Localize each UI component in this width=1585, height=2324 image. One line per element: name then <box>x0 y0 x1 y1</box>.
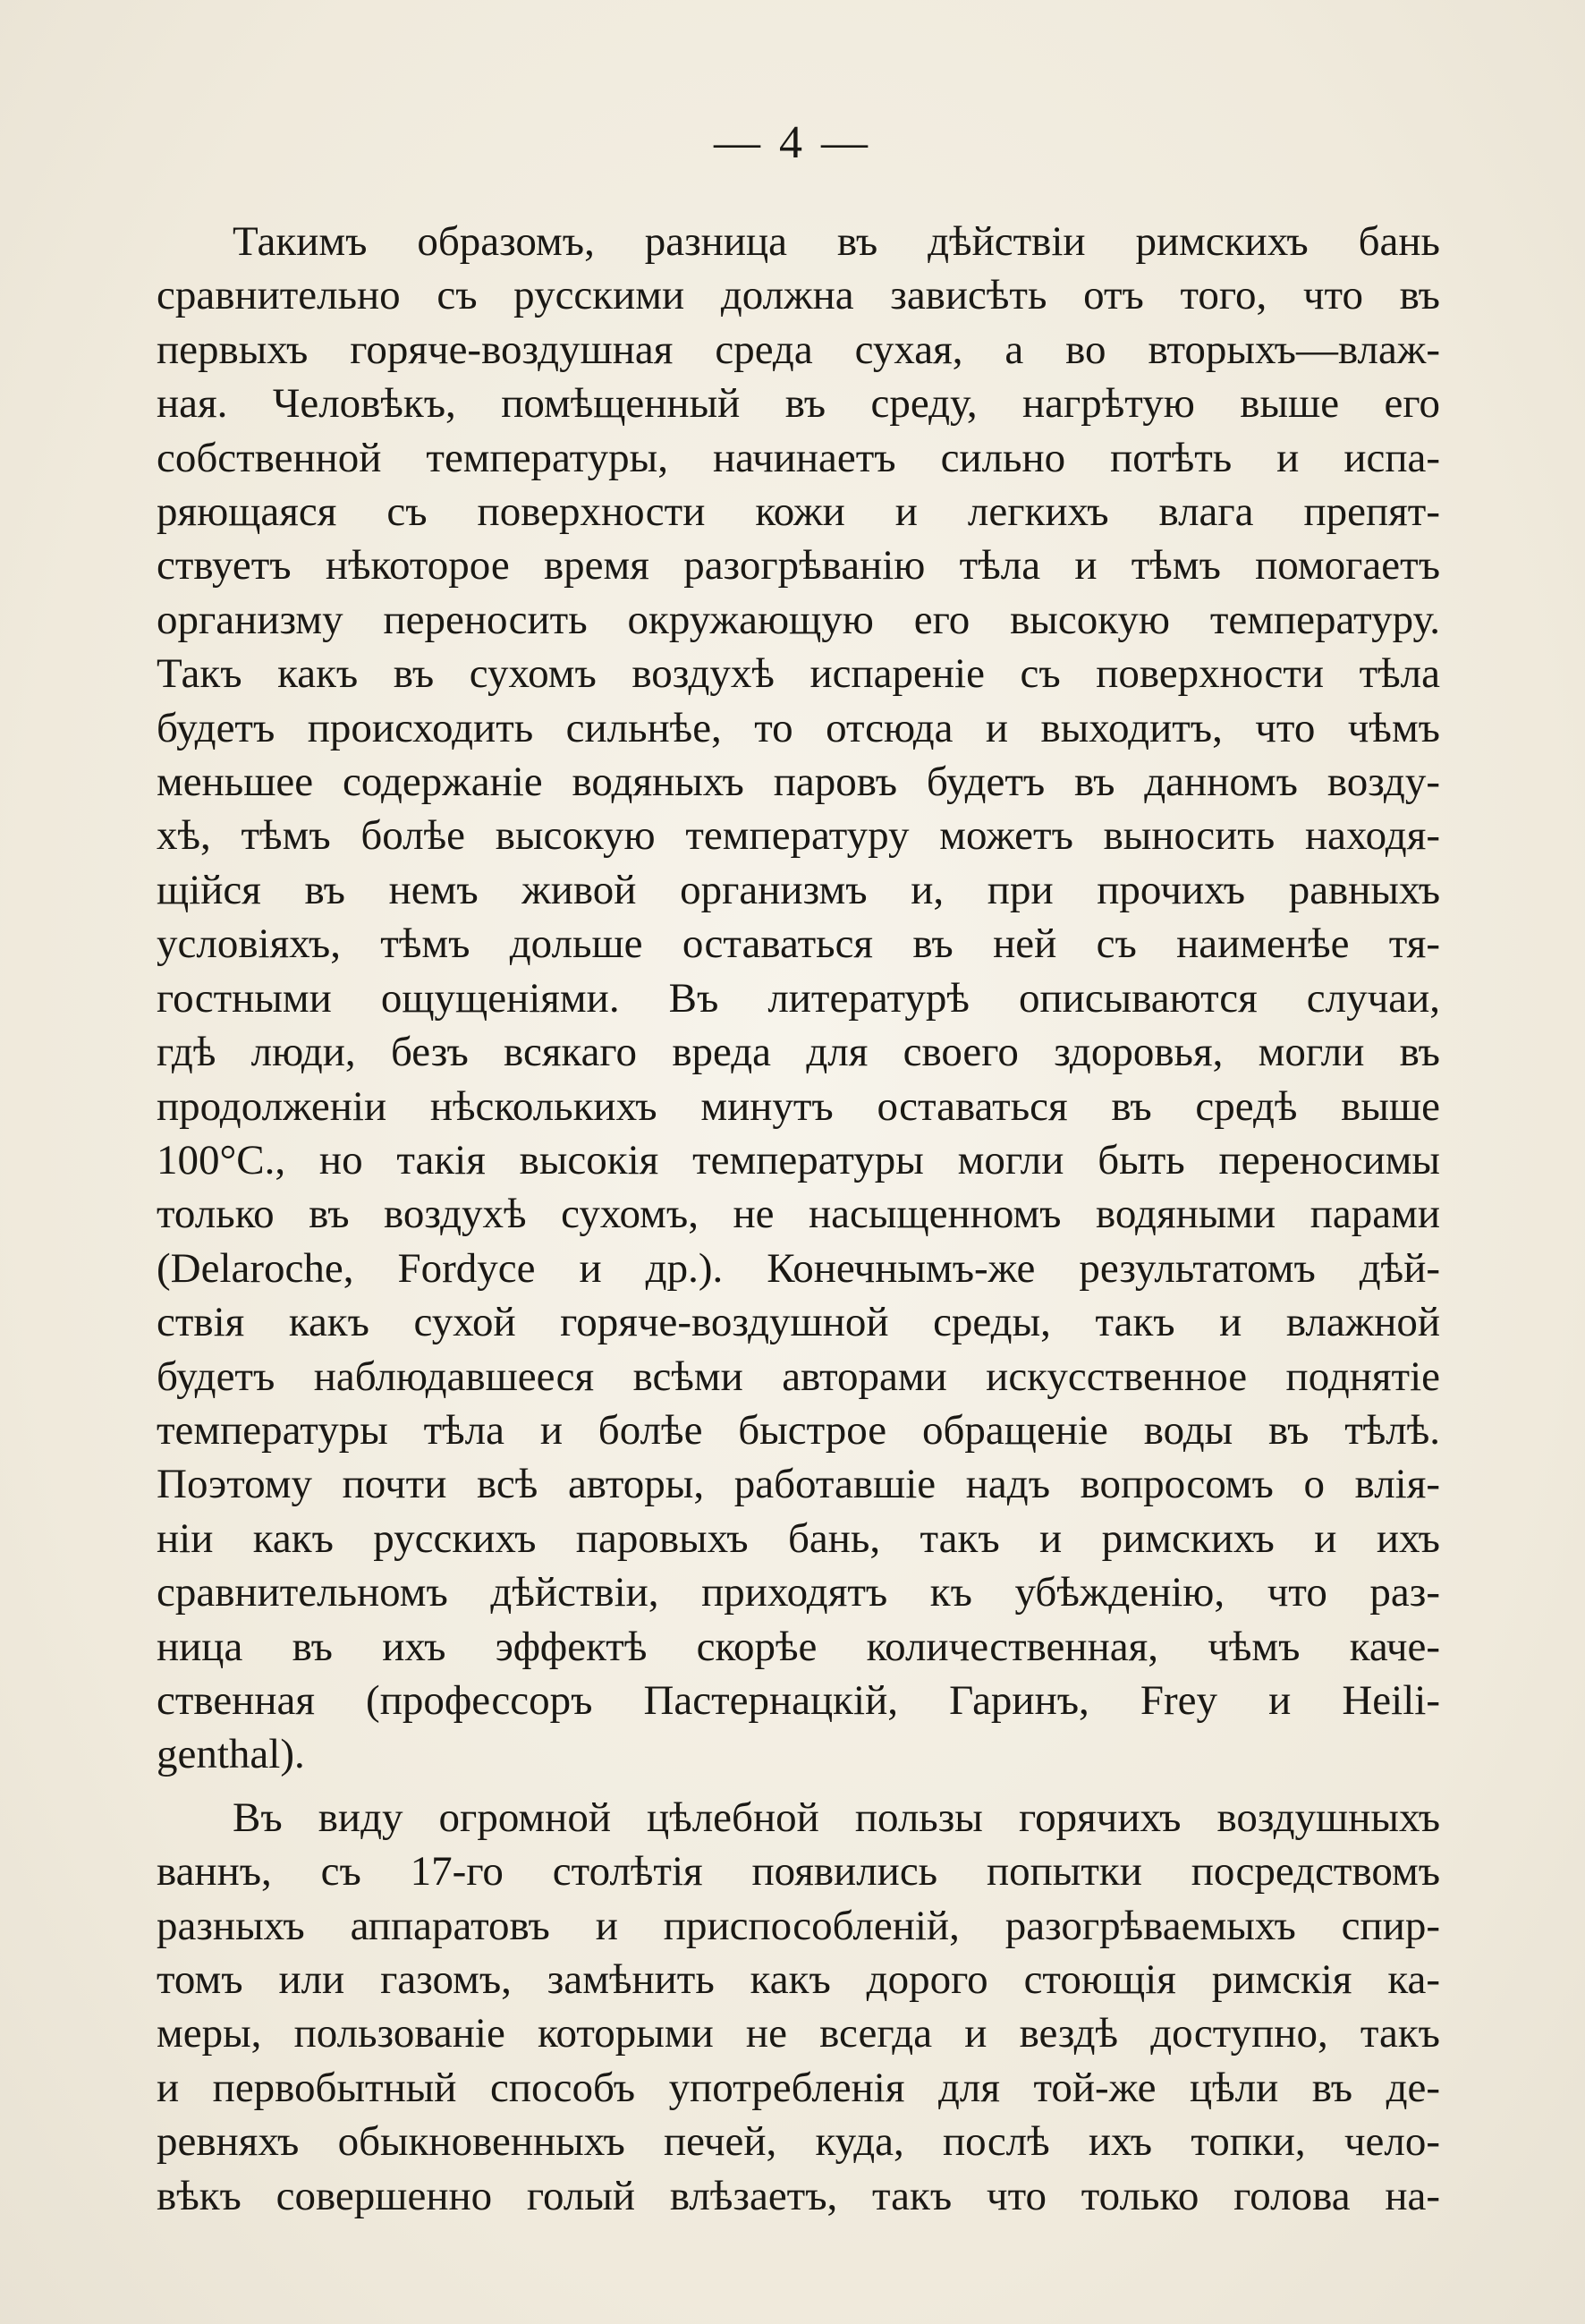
text-line: гостными ощущеніями. Въ литературѣ описываются случаи, <box>157 974 1440 1022</box>
text-line: будетъ происходить сильнѣе, то отсюда и выходитъ, что чѣмъ <box>157 704 1440 751</box>
text-line: условіяхъ, тѣмъ дольше оставаться въ ней съ наименѣе тя- <box>157 920 1440 968</box>
text-line: томъ или газомъ, замѣнить какъ дорого стоющія римскія ка- <box>157 1956 1440 2003</box>
text-line: гдѣ люди, безъ всякаго вреда для своего здоровья, могли въ <box>157 1029 1440 1076</box>
text-line: ваннъ, съ 17-го столѣтія появились попытки посредствомъ <box>157 1848 1440 1896</box>
text-line: ревняхъ обыкновенныхъ печей, куда, послѣ ихъ топки, чело- <box>157 2118 1440 2166</box>
text-line: genthal). <box>157 1731 305 1778</box>
text-line: ствуетъ нѣкоторое время разогрѣванію тѣла и тѣмъ помогаетъ <box>157 542 1440 589</box>
text-line: ственная (профессоръ Пастернацкій, Гаринъ, Frey и Heili- <box>157 1676 1440 1724</box>
text-line: Поэтому почти всѣ авторы, работавшіе надъ вопросомъ о влія- <box>157 1461 1440 1508</box>
text-line: разныхъ аппаратовъ и приспособленій, разогрѣваемыхъ спир- <box>157 1902 1440 1949</box>
text-line: (Delaroche, Fordyce и др.). Конечнымъ-же результатомъ дѣй- <box>157 1244 1440 1292</box>
text-line: ная. Человѣкъ, помѣщенный въ среду, нагрѣтую выше его <box>157 380 1440 428</box>
paragraph-2 <box>157 1791 1440 2223</box>
text-line: ніи какъ русскихъ паровыхъ бань, такъ и римскихъ и ихъ <box>157 1514 1440 1562</box>
page-number: — 4 — <box>714 117 871 168</box>
text-line: 100°С., но такія высокія температуры могли быть переносимы <box>157 1136 1440 1183</box>
text-line: организму переносить окружающую его высокую температуру. <box>157 596 1440 643</box>
text-line: Такимъ образомъ, разница въ дѣйствіи римскихъ бань <box>233 218 1440 265</box>
text-line: будетъ наблюдавшееся всѣми авторами искусственное поднятіе <box>157 1353 1440 1400</box>
paragraph-1 <box>157 215 1440 1782</box>
text-line: вѣкъ совершенно голый влѣзаетъ, такъ что только голова на- <box>157 2172 1440 2219</box>
text-line: сравнительномъ дѣйствіи, приходятъ къ убѣжденію, что раз- <box>157 1569 1440 1616</box>
text-line: только въ воздухѣ сухомъ, не насыщенномъ водяными парами <box>157 1191 1440 1238</box>
text-line: меры, пользованіе которыми не всегда и вездѣ доступно, такъ <box>157 2010 1440 2057</box>
text-line: хѣ, тѣмъ болѣе высокую температуру можетъ выносить находя- <box>157 812 1440 860</box>
text-line: и первобытный способъ употребленія для той-же цѣли въ де- <box>157 2064 1440 2111</box>
text-line: Въ виду огромной цѣлебной пользы горячихъ воздушныхъ <box>233 1794 1440 1841</box>
text-line: температуры тѣла и болѣе быстрое обращеніе воды въ тѣлѣ. <box>157 1406 1440 1454</box>
text-line: ница въ ихъ эффектѣ скорѣе количественная, чѣмъ каче- <box>157 1623 1440 1670</box>
text-line: ряющаяся съ поверхности кожи и легкихъ влага препят- <box>157 488 1440 536</box>
body-text <box>157 215 1440 2223</box>
text-line: меньшее содержаніе водяныхъ паровъ будетъ въ данномъ возду- <box>157 759 1440 806</box>
text-line: Такъ какъ въ сухомъ воздухѣ испареніе съ поверхности тѣла <box>157 650 1440 698</box>
text-line: первыхъ горяче-воздушная среда сухая, а во вторыхъ—влаж- <box>157 326 1440 373</box>
text-line: ствія какъ сухой горяче-воздушной среды, такъ и влажной <box>157 1299 1440 1346</box>
text-line: щійся въ немъ живой организмъ и, при прочихъ равныхъ <box>157 866 1440 913</box>
text-line: продолженіи нѣсколькихъ минутъ оставаться въ средѣ выше <box>157 1082 1440 1130</box>
text-line: сравнительно съ русскими должна зависѣть отъ того, что въ <box>157 272 1440 319</box>
text-line: собственной температуры, начинаетъ сильно потѣть и испа- <box>157 434 1440 481</box>
